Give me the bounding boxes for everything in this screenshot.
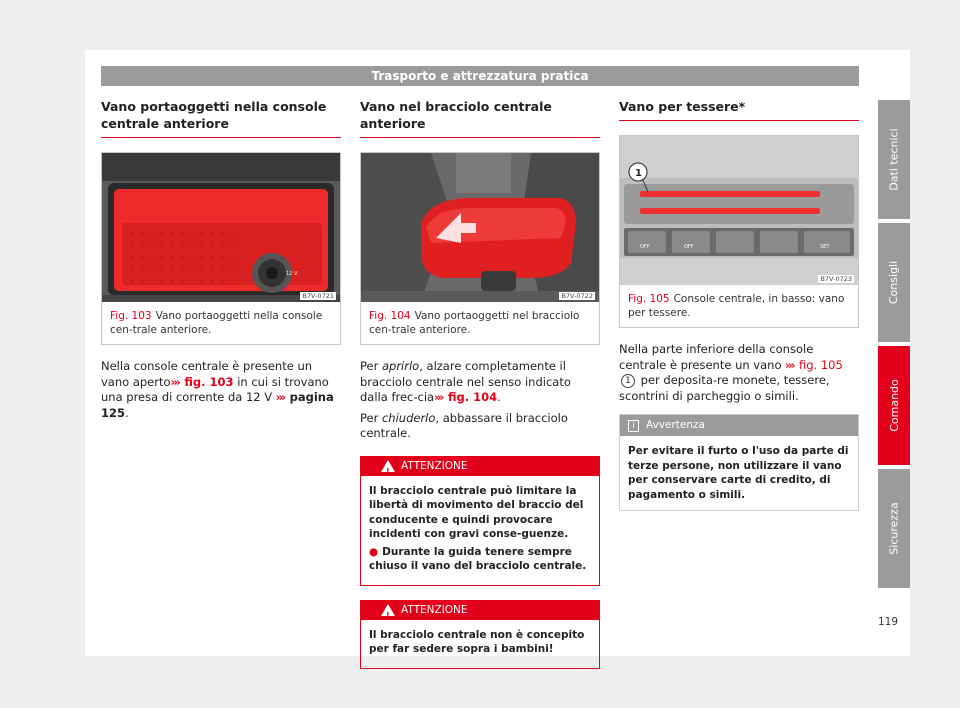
tab-consigli[interactable] <box>878 223 910 342</box>
section-card-storage <box>619 98 859 511</box>
tab-label: Dati tecnici <box>887 128 901 191</box>
callout-number: 1 <box>621 374 635 388</box>
chapter-header: Trasporto e attrezzatura pratica <box>101 66 859 86</box>
arrow-icon: ››› <box>275 390 284 404</box>
section-title: Vano nel bracciolo centrale anteriore <box>360 98 600 138</box>
section-console-storage <box>101 98 341 426</box>
warning-body <box>361 476 599 585</box>
text: in cui si trovano una presa di corrente da 12 V <box>101 374 329 404</box>
tab-comando[interactable] <box>878 346 910 465</box>
button-label: OFF <box>640 244 650 250</box>
figure-link[interactable]: fig. 104 <box>447 390 498 404</box>
paragraph <box>360 411 600 442</box>
warning-text: Il bracciolo centrale non è concepito per far sedere sopra i bambini! <box>369 628 585 655</box>
note-text: Per evitare il furto o l'uso da parte di terze persone, non utilizzare il vano per conservare carte di credito, di pagamento o simili. <box>628 445 849 501</box>
warning-triangle-icon <box>381 460 395 472</box>
warning-label: ATTENZIONE <box>401 603 468 616</box>
tab-label: Sicurezza <box>887 502 901 555</box>
caption-text: Vano portaoggetti nella console cen-trale anteriore. <box>110 310 323 336</box>
text: Nella console centrale è presente un vano aperto <box>101 359 313 389</box>
figure-code: B7V-0721 <box>302 292 334 300</box>
text: Per <box>360 359 379 373</box>
figure-number: Fig. 105 <box>628 293 670 305</box>
figure-caption <box>361 302 599 344</box>
text: Per <box>360 410 379 425</box>
card-slot-illustration <box>620 136 858 285</box>
arrow-icon: ››› <box>434 390 443 404</box>
armrest-illustration <box>361 153 599 302</box>
text-emphasis: aprirlo <box>381 359 420 373</box>
figure-103 <box>101 152 341 345</box>
section-body <box>619 342 859 404</box>
figure-104 <box>360 152 600 345</box>
figure-caption <box>102 302 340 344</box>
page-link[interactable]: pagina 125 <box>101 390 334 420</box>
warning-label: ATTENZIONE <box>401 459 468 472</box>
text: . <box>125 405 129 420</box>
section-armrest-storage <box>360 98 600 669</box>
warning-box <box>360 600 600 669</box>
figure-code: B7V-0723 <box>820 275 852 283</box>
tab-sicurezza[interactable] <box>878 469 910 588</box>
warning-header <box>361 457 599 476</box>
warning-bullet <box>369 545 591 574</box>
text: per deposita-re monete, tessere, scontrini di parcheggio o simili. <box>619 373 830 403</box>
socket-label: 12 V <box>286 271 298 277</box>
arrow-icon: ››› <box>170 374 179 389</box>
warning-text: Il bracciolo centrale può limitare la libertà di movimento del braccio del conducente e quindi provocare incidenti con gravi conse-guenze. <box>369 484 584 540</box>
arrow-icon: ››› <box>785 357 794 372</box>
callout-number: 1 <box>635 168 642 179</box>
figure-image <box>620 136 858 285</box>
paragraph <box>619 342 859 404</box>
text-emphasis: chiuderlo <box>381 410 436 425</box>
warning-box <box>360 456 600 586</box>
text: Nella parte inferiore della console centrale è presente un vano <box>619 342 814 372</box>
section-body <box>101 359 341 421</box>
paragraph <box>101 359 341 421</box>
button-label: OFF <box>684 244 694 250</box>
page-number: 119 <box>878 616 899 628</box>
warning-body <box>361 620 599 668</box>
info-icon: i <box>628 420 639 432</box>
text: , alzare completamente il bracciolo centrale nel senso indicato dalla frec-cia <box>360 359 571 404</box>
figure-105 <box>619 135 859 328</box>
caption-text: Vano portaoggetti nel bracciolo cen-trale anteriore. <box>369 310 580 336</box>
button-label: SET <box>820 244 830 250</box>
paragraph <box>360 359 600 406</box>
section-title: Vano per tessere* <box>619 98 859 121</box>
figure-code: B7V-0722 <box>561 292 593 300</box>
section-body <box>360 359 600 442</box>
warning-triangle-icon <box>381 604 395 616</box>
figure-link[interactable]: fig. 105 <box>799 357 843 372</box>
tab-label: Consigli <box>887 260 901 305</box>
tab-label: Comando <box>887 379 901 432</box>
note-box <box>619 414 859 511</box>
section-title: Vano portaoggetti nella console centrale anteriore <box>101 98 341 138</box>
text: . <box>497 390 501 404</box>
bullet-icon: ● <box>369 545 379 558</box>
figure-caption <box>620 285 858 327</box>
tab-dati-tecnici[interactable] <box>878 100 910 219</box>
figure-image <box>102 153 340 302</box>
figure-number: Fig. 104 <box>369 310 411 322</box>
note-label: Avvertenza <box>646 419 705 431</box>
figure-number: Fig. 103 <box>110 310 152 322</box>
text: , abbassare il bracciolo centrale. <box>360 410 568 440</box>
caption-text: Console centrale, in basso: vano per tessere. <box>628 293 845 319</box>
figure-link[interactable]: fig. 103 <box>184 374 234 389</box>
warning-header <box>361 601 599 620</box>
warning-bullet-text: Durante la guida tenere sempre chiuso il vano del bracciolo centrale. <box>369 545 587 572</box>
console-storage-illustration <box>102 153 340 302</box>
note-header <box>620 415 858 436</box>
figure-image <box>361 153 599 302</box>
